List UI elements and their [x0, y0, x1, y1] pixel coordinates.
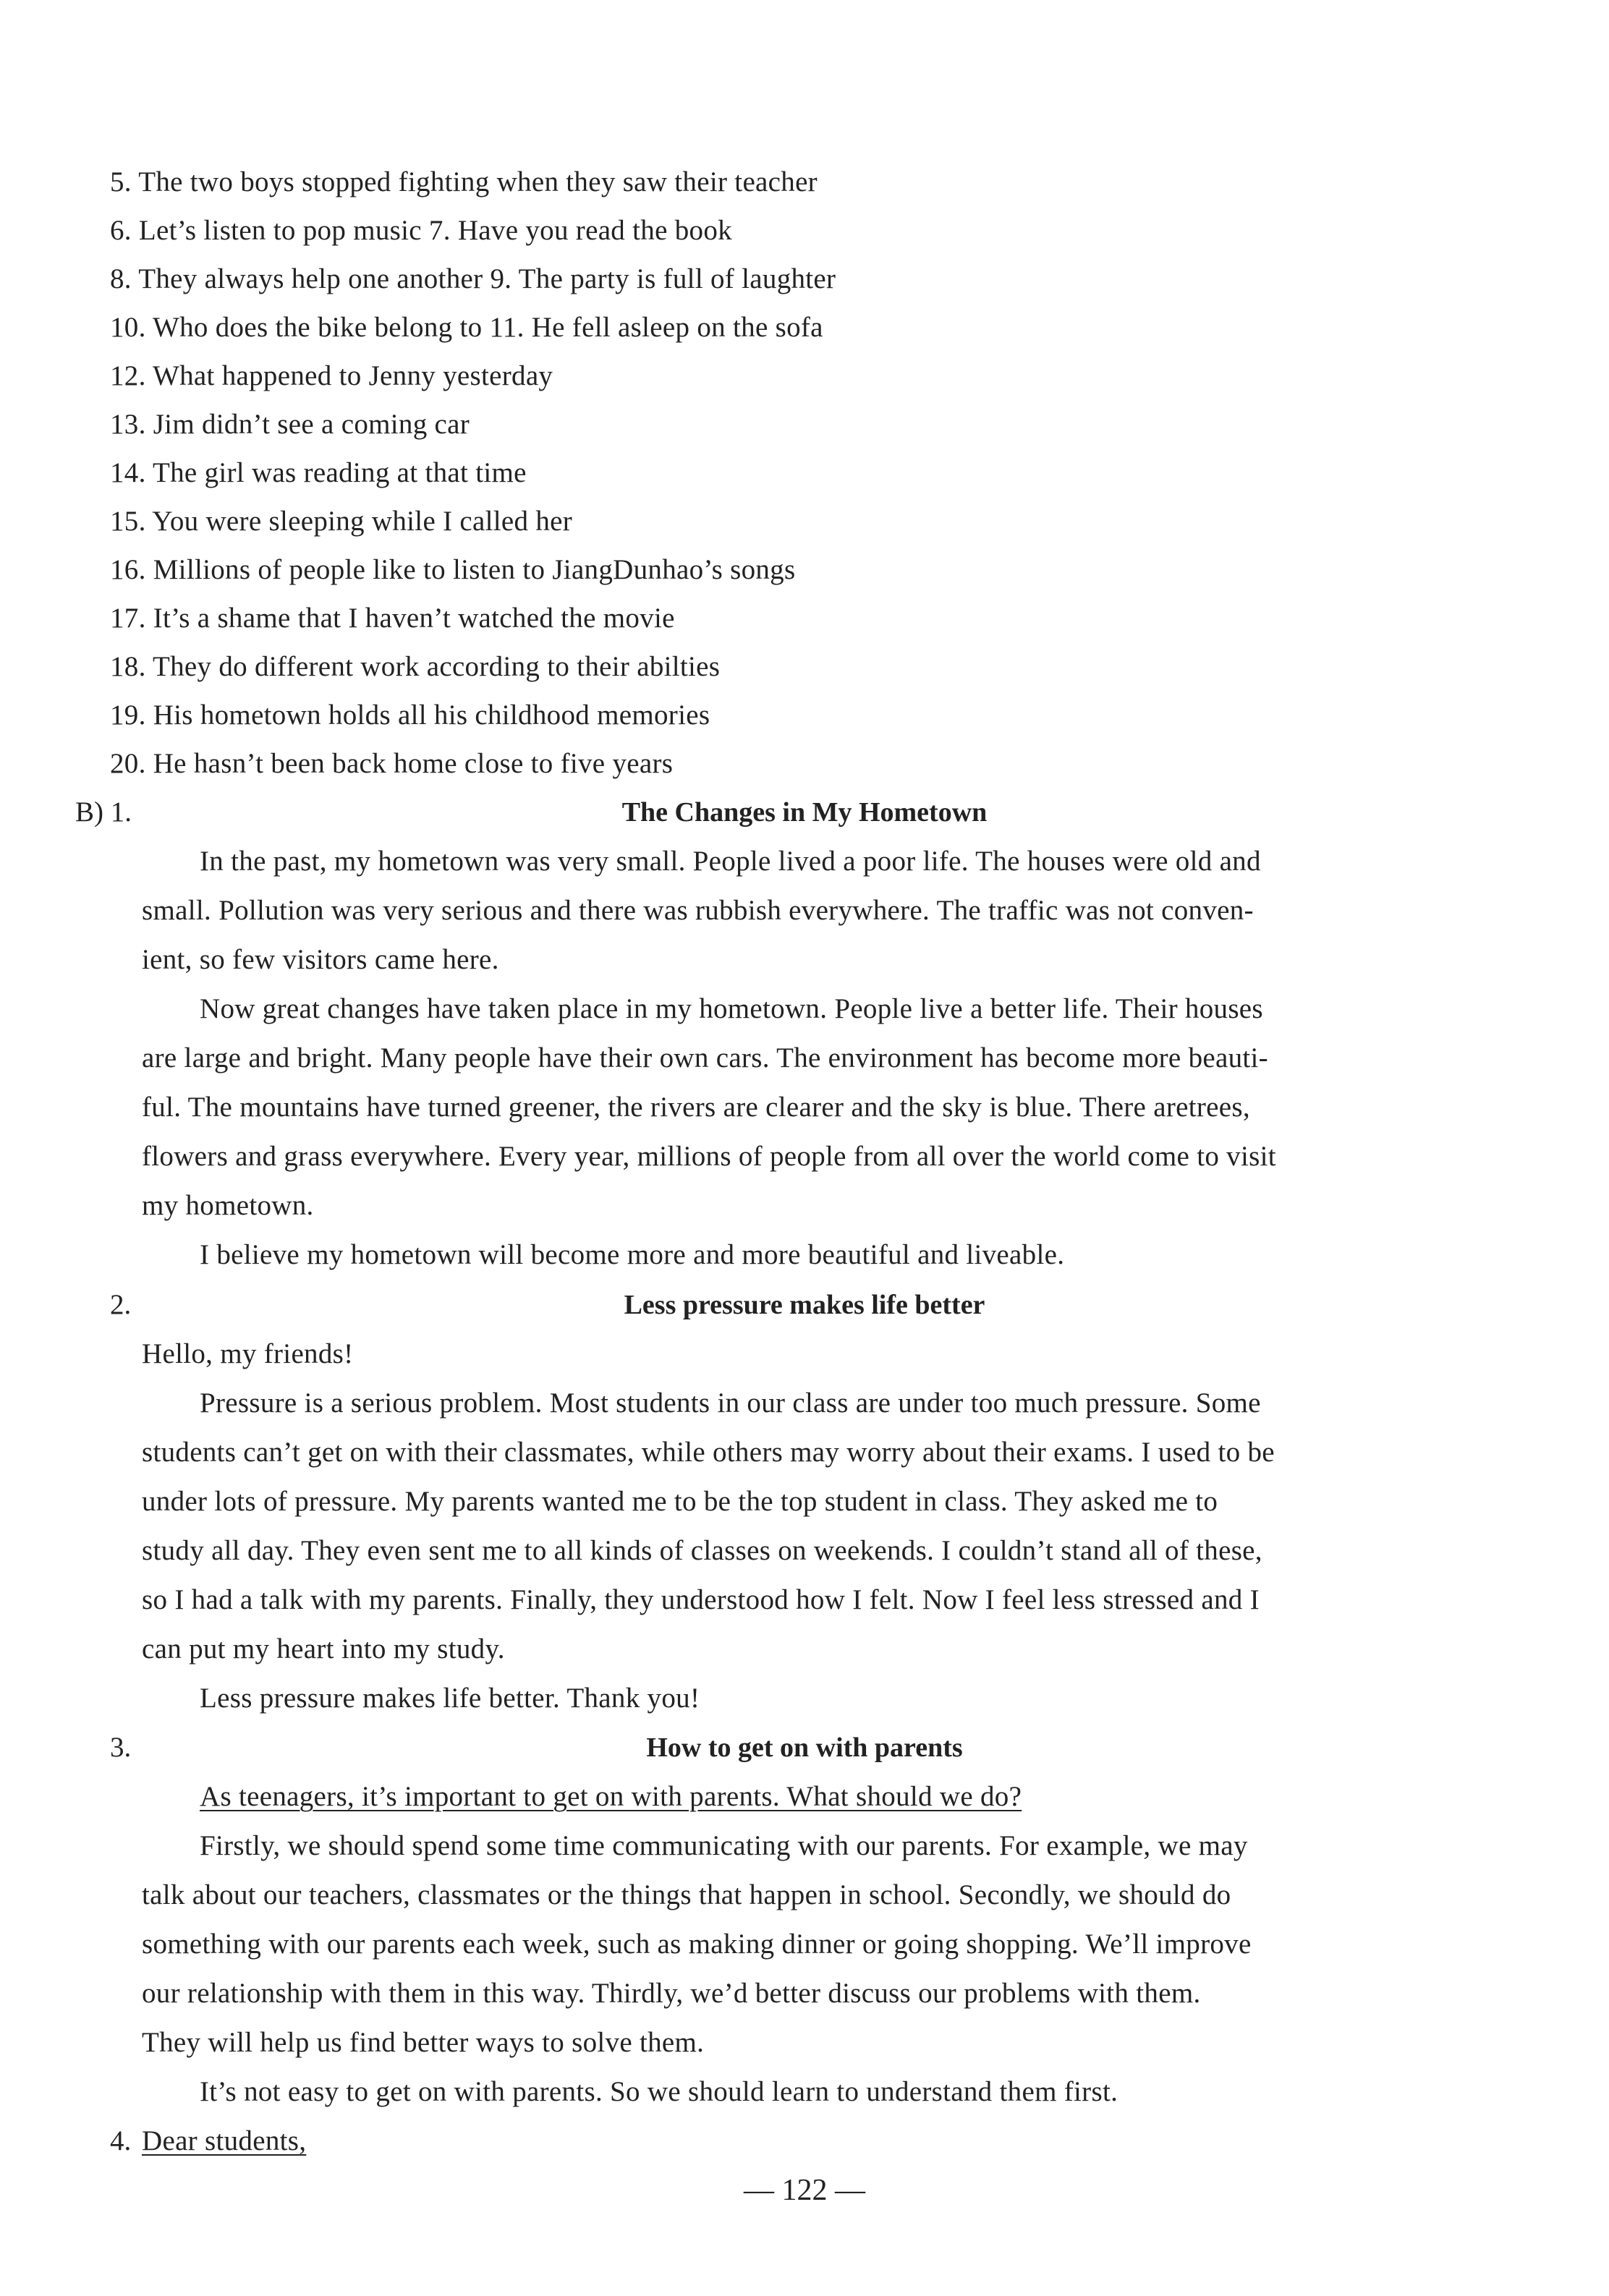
essay-line: under lots of pressure. My parents wanted me to be the top student in class. They asked me to	[142, 1486, 1218, 1517]
answer-line: 10. Who does the bike belong to 11. He fell asleep on the sofa	[110, 312, 823, 343]
essay-line: talk about our teachers, classmates or the things that happen in school. Secondly, we should do	[142, 1879, 1231, 1910]
essay-title: How to get on with parents	[646, 1732, 963, 1763]
essay-line: Firstly, we should spend some time communicating with our parents. For example, we may	[200, 1830, 1248, 1861]
essay-line: Pressure is a serious problem. Most students in our class are under too much pressure. Some	[200, 1387, 1261, 1419]
answer-line: 14. The girl was reading at that time	[110, 457, 527, 488]
essay-number: 2.	[110, 1289, 132, 1320]
essay-line: our relationship with them in this way. Thirdly, we’d better discuss our problems with them.	[142, 1978, 1201, 2009]
answer-line: 18. They do different work according to their abilties	[110, 651, 721, 682]
answer-line: 6. Let’s listen to pop music 7. Have you read the book	[110, 215, 732, 246]
page-number: — 122 —	[744, 2174, 865, 2207]
essay-number: 3.	[110, 1732, 132, 1763]
essay-line: Now great changes have taken place in my hometown. People live a better life. Their houses	[200, 993, 1263, 1024]
answer-line: 12. What happened to Jenny yesterday	[110, 360, 553, 391]
section-b-label: B) 1.	[75, 796, 132, 828]
essay-line: my hometown.	[142, 1190, 314, 1221]
essay-line: are large and bright. Many people have their own cars. The environment has become more beauti-	[142, 1042, 1268, 1073]
essay-line: flowers and grass everywhere. Every year, millions of people from all over the world come to visit	[142, 1141, 1276, 1172]
essay-line: Less pressure makes life better. Thank you!	[200, 1683, 700, 1714]
essay-line: students can’t get on with their classmates, while others may worry about their exams. I used to be	[142, 1437, 1275, 1468]
essay-line: can put my heart into my study.	[142, 1633, 505, 1664]
essay-title: Less pressure makes life better	[624, 1290, 985, 1320]
essay-line: In the past, my hometown was very small. People lived a poor life. The houses were old and	[200, 846, 1261, 877]
essay-line: small. Pollution was very serious and there was rubbish everywhere. The traffic was not conven-	[142, 895, 1254, 926]
essay-line-underlined: As teenagers, it’s important to get on with parents. What should we do?	[200, 1781, 1022, 1812]
essay-line: They will help us find better ways to solve them.	[142, 2027, 705, 2058]
answer-line: 5. The two boys stopped fighting when they saw their teacher	[110, 166, 818, 197]
answer-line: 20. He hasn’t been back home close to five years	[110, 748, 674, 779]
essay-line: I believe my hometown will become more and more beautiful and liveable.	[200, 1239, 1065, 1270]
essay-line: Hello, my friends!	[142, 1338, 354, 1369]
answer-line: 16. Millions of people like to listen to JiangDunhao’s songs	[110, 554, 796, 585]
essay-line: so I had a talk with my parents. Finally, they understood how I felt. Now I feel less stressed and I	[142, 1584, 1260, 1615]
essay-opening-underlined: Dear students,	[142, 2125, 307, 2156]
essay-line: something with our parents each week, such as making dinner or going shopping. We’ll improve	[142, 1929, 1252, 1960]
essay-line: It’s not easy to get on with parents. So we should learn to understand them first.	[200, 2076, 1118, 2107]
answer-line: 13. Jim didn’t see a coming car	[110, 409, 470, 440]
answer-line: 8. They always help one another 9. The party is full of laughter	[110, 263, 836, 294]
answer-line: 17. It’s a shame that I haven’t watched the movie	[110, 603, 675, 634]
essay-line: ient, so few visitors came here.	[142, 944, 499, 975]
answer-line: 15. You were sleeping while I called her	[110, 506, 573, 537]
essay-title: The Changes in My Hometown	[621, 797, 988, 828]
essay-number: 4.	[110, 2125, 132, 2156]
essay-line: study all day. They even sent me to all kinds of classes on weekends. I couldn’t stand all of these,	[142, 1535, 1262, 1566]
essay-line: ful. The mountains have turned greener, the rivers are clearer and the sky is blue. There aretrees,	[142, 1092, 1250, 1123]
answer-line: 19. His hometown holds all his childhood memories	[110, 700, 710, 731]
